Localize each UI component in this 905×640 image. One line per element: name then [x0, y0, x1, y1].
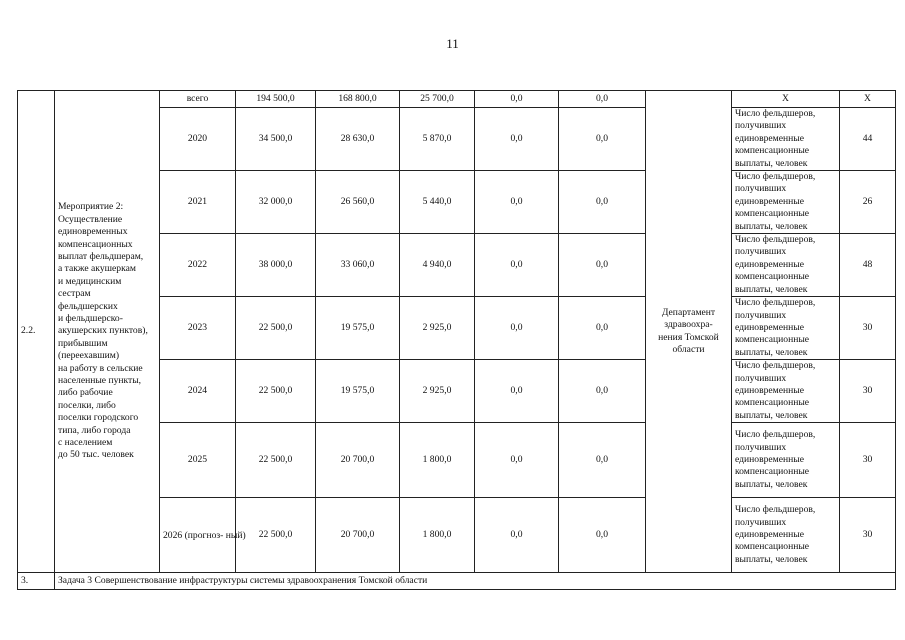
year: 2026 (прогноз- ный)	[160, 498, 236, 573]
amount-v3: 4 940,0	[400, 234, 475, 297]
amount-v5: 0,0	[559, 234, 646, 297]
amount-v5: 0,0	[559, 423, 646, 498]
year: 2024	[160, 360, 236, 423]
indicator-value: 30	[840, 498, 896, 573]
amount-v2: 28 630,0	[316, 108, 400, 171]
indicator-name: Число фельдшеров, получивших единовременные компенсационные выплаты, человек	[732, 108, 840, 171]
total-v4: 0,0	[475, 91, 559, 108]
page-number: 11	[446, 36, 459, 51]
task-row	[18, 573, 896, 590]
amount-v2: 33 060,0	[316, 234, 400, 297]
task-code: 3.	[18, 573, 55, 590]
amount-v5: 0,0	[559, 108, 646, 171]
amount-v2: 20 700,0	[316, 423, 400, 498]
amount-v4: 0,0	[475, 108, 559, 171]
amount-v3: 1 800,0	[400, 498, 475, 573]
total-v5: 0,0	[559, 91, 646, 108]
amount-v4: 0,0	[475, 234, 559, 297]
amount-v1: 34 500,0	[236, 108, 316, 171]
amount-v3: 2 925,0	[400, 297, 475, 360]
amount-v1: 22 500,0	[236, 297, 316, 360]
amount-v1: 22 500,0	[236, 498, 316, 573]
indicator-value: 26	[840, 171, 896, 234]
amount-v2: 20 700,0	[316, 498, 400, 573]
total-v1: 194 500,0	[236, 91, 316, 108]
amount-v3: 2 925,0	[400, 360, 475, 423]
amount-v5: 0,0	[559, 297, 646, 360]
program-table	[17, 90, 896, 590]
amount-v4: 0,0	[475, 498, 559, 573]
row-code: 2.2.	[18, 91, 55, 573]
amount-v5: 0,0	[559, 171, 646, 234]
indicator-value: 30	[840, 423, 896, 498]
amount-v4: 0,0	[475, 171, 559, 234]
amount-v3: 5 870,0	[400, 108, 475, 171]
total-indicator: X	[732, 91, 840, 108]
amount-v3: 5 440,0	[400, 171, 475, 234]
task-title: Задача 3 Совершенствование инфраструктуры системы здравоохранения Томской области	[55, 573, 896, 590]
amount-v2: 19 575,0	[316, 360, 400, 423]
year: 2025	[160, 423, 236, 498]
amount-v1: 22 500,0	[236, 423, 316, 498]
indicator-name: Число фельдшеров, получивших единовременные компенсационные выплаты, человек	[732, 297, 840, 360]
amount-v3: 1 800,0	[400, 423, 475, 498]
indicator-value: 44	[840, 108, 896, 171]
indicator-value: 30	[840, 360, 896, 423]
indicator-value: 30	[840, 297, 896, 360]
year: 2021	[160, 171, 236, 234]
amount-v1: 22 500,0	[236, 360, 316, 423]
indicator-value: 48	[840, 234, 896, 297]
amount-v4: 0,0	[475, 423, 559, 498]
amount-v2: 26 560,0	[316, 171, 400, 234]
year: 2022	[160, 234, 236, 297]
amount-v2: 19 575,0	[316, 297, 400, 360]
amount-v5: 0,0	[559, 360, 646, 423]
total-label: всего	[160, 91, 236, 108]
total-v3: 25 700,0	[400, 91, 475, 108]
responsible-executor: Департамент здравоохра- нения Томской области	[646, 91, 732, 573]
year: 2023	[160, 297, 236, 360]
amount-v1: 38 000,0	[236, 234, 316, 297]
amount-v5: 0,0	[559, 498, 646, 573]
total-indicator-value: X	[840, 91, 896, 108]
activity-name: Мероприятие 2: Осуществление единовременных компенсационных выплат фельдшерам, а также акушеркам и медицинским сестрам фельдшерских и фельдшерско- акушерских пунктов), прибывшим (переехавшим) на работу в сельские населенные пункты, либо рабочие поселки, либо поселки городского типа, либо города с населением до 50 тыс. человек	[55, 91, 160, 573]
indicator-name: Число фельдшеров, получивших единовременные компенсационные выплаты, человек	[732, 171, 840, 234]
amount-v4: 0,0	[475, 297, 559, 360]
total-row	[18, 91, 896, 108]
year: 2020	[160, 108, 236, 171]
total-v2: 168 800,0	[316, 91, 400, 108]
indicator-name: Число фельдшеров, получивших единовременные компенсационные выплаты, человек	[732, 360, 840, 423]
indicator-name: Число фельдшеров, получивших единовременные компенсационные выплаты, человек	[732, 423, 840, 498]
indicator-name: Число фельдшеров, получивших единовременные компенсационные выплаты, человек	[732, 234, 840, 297]
indicator-name: Число фельдшеров, получивших единовременные компенсационные выплаты, человек	[732, 498, 840, 573]
amount-v1: 32 000,0	[236, 171, 316, 234]
amount-v4: 0,0	[475, 360, 559, 423]
